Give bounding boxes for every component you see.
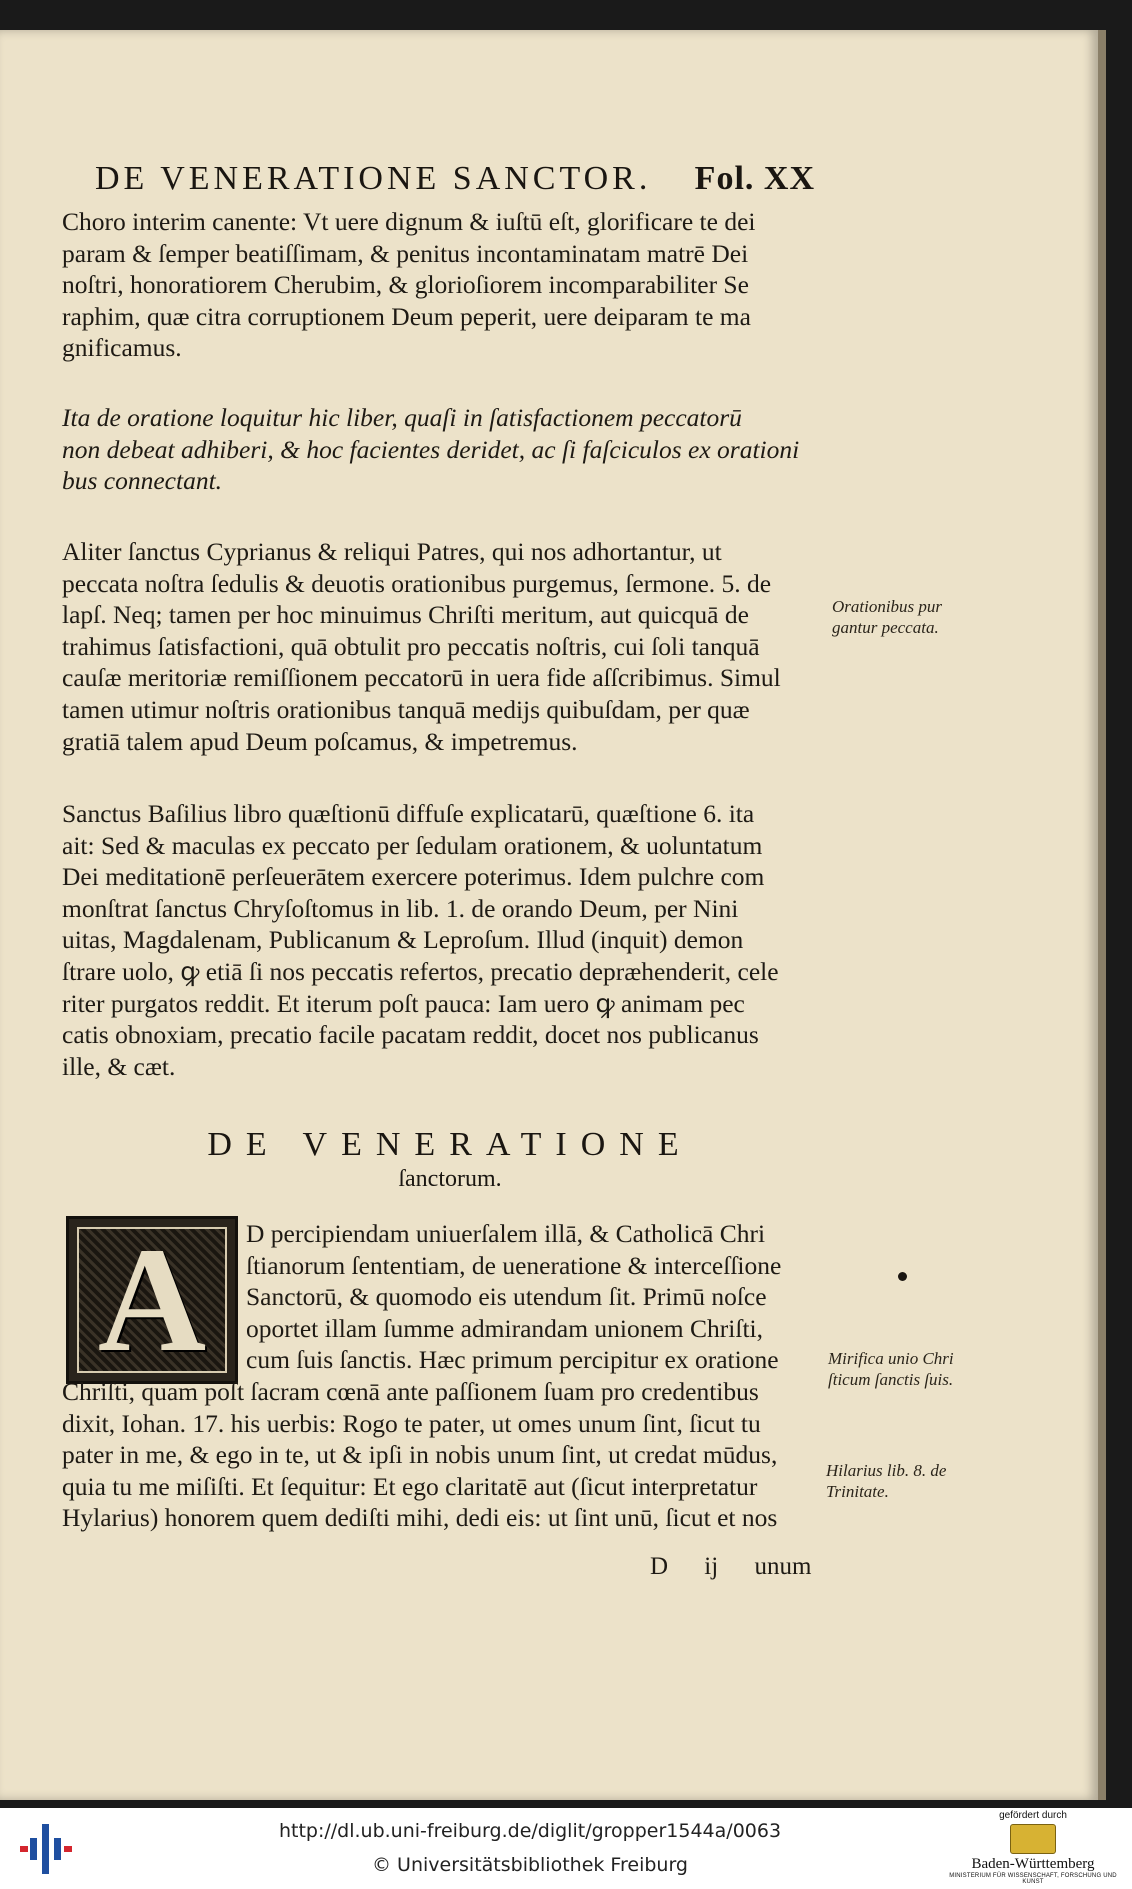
margin-note-orationibus: Orationibus pur gantur peccata. [832, 597, 943, 637]
paragraph-4 [62, 798, 832, 1082]
paragraph-1 [62, 206, 832, 364]
sponsor-ministry: MINISTERIUM FÜR WISSENSCHAFT, FORSCHUNG UND KUNST [949, 1873, 1117, 1885]
text-line: tamen utimur noſtris orationibus tanquā medijs quibuſdam, per quæ [62, 694, 750, 724]
text-line: non debeat adhiberi, & hoc facientes deridet, ac ſi faſciculos ex orationi [62, 434, 800, 464]
text-line: cum ſuis ſanctis. Hæc primum percipitur ex oratione [246, 1345, 779, 1375]
text-line: ille, & cæt. [62, 1051, 176, 1081]
catchword: D ij unum [650, 1553, 812, 1580]
margin-note-hilarius: Hilarius lib. 8. de Trinitate. [826, 1461, 947, 1501]
text-line: Sanctorū, & quomodo eis utendum ſit. Primū noſce [246, 1282, 767, 1312]
text-line: quia tu me miſiſti. Et ſequitur: Et ego claritatē aut (ſicut interpretatur [62, 1471, 758, 1501]
text-line: oportet illam ſumme admirandam unionem Chriſti, [246, 1313, 763, 1343]
text-line: ait: Sed & maculas ex peccato per ſedulam orationem, & uoluntatum [62, 830, 763, 860]
text-line: pater in me, & ego in te, ut & ipſi in nobis unum ſint, ut credat mūdus, [62, 1440, 778, 1470]
permalink-url[interactable]: http://dl.ub.uni-freiburg.de/diglit/gropper1544a/0063 [278, 1820, 782, 1842]
sponsor-block [948, 1810, 1118, 1885]
initial-letter: A [97, 1217, 207, 1383]
text-line: uitas, Magdalenam, Publicanum & Leproſum. Illud (inquit) demon [62, 925, 744, 955]
text-line: Aliter ſanctus Cyprianus & reliqui Patres, qui nos adhortantur, ut [62, 537, 722, 566]
viewer-footer [0, 1808, 1132, 1889]
sponsor-label: gefördert durch [999, 1810, 1067, 1821]
text-line: noſtri, honoratiorem Cherubim, & glorioſiorem incomparabiliter Se [62, 270, 749, 300]
text-line: monſtrat ſanctus Chryſoſtomus in lib. 1. de orando Deum, per Nini [62, 893, 739, 923]
text-line: gratiā talem apud Deum poſcamus, & impetremus. [62, 726, 578, 756]
text-line: peccata noſtra ſedulis & deuotis orationibus purgemus, ſermone. 5. de [62, 568, 772, 598]
text-line: Hylarius) honorem quem dediſti mihi, dedi eis: ut ſint unū, ſicut et nos [62, 1503, 778, 1533]
text-line: trahimus ſatisfactioni, quā obtulit pro peccatis noſtris, cui ſoli tanquā [62, 631, 760, 661]
copyright-text: © Universitätsbibliothek Freiburg [372, 1854, 688, 1876]
state-crest-icon [1010, 1824, 1056, 1854]
folio-number: Fol. XX [694, 160, 815, 197]
text-line: Sanctus Baſilius libro quæſtionū diffuſe explicatarū, quæſtione 6. ita [62, 799, 755, 828]
paragraph-3 [62, 536, 832, 757]
text-line: raphim, quæ citra corruptionem Deum peperit, uere deiparam te ma [62, 301, 751, 331]
text-line: Ita de oratione loquitur hic liber, quaſi in ſatisfactionem peccatorū [62, 403, 742, 432]
page-edge [1098, 30, 1106, 1800]
text-line: ſtianorum ſententiam, de ueneratione & interceſſione [246, 1250, 782, 1280]
initial-text-block [246, 1218, 824, 1376]
decorated-initial [66, 1216, 238, 1384]
text-line: Choro interim canente: Vt uere dignum & iuſtū eſt, glorificare te dei [62, 207, 756, 236]
section-heading: DE VENERATIONE [207, 1126, 693, 1163]
book-page [0, 30, 1098, 1800]
text-line: Dei meditationē perſeuerātem exercere poterimus. Idem pulchre com [62, 862, 765, 892]
text-line: param & ſemper beatiſſimam, & penitus incontaminatam matrē Dei [62, 238, 749, 268]
library-logo-icon[interactable] [20, 1824, 72, 1874]
closing-text-block [62, 1376, 832, 1534]
running-head [95, 160, 815, 198]
text-line: riter purgatos reddit. Et iterum poſt pauca: Iam uero ꝙ animam pec [62, 988, 745, 1018]
paragraph-2-italic [62, 402, 832, 497]
text-line: lapſ. Neq; tamen per hoc minuimus Chriſti meritum, aut quicquā de [62, 600, 749, 630]
running-head-title: DE VENERATIONE SANCTOR. [95, 160, 652, 197]
text-line: gnificamus. [62, 333, 182, 363]
text-line: catis obnoxiam, precatio facile pacatam reddit, docet nos publicanus [62, 1020, 759, 1050]
text-line: ſtrare uolo, ꝙ etiā ſi nos peccatis refertos, precatio depræhenderit, cele [62, 956, 779, 986]
ink-dot [898, 1272, 907, 1281]
text-line: dixit, Iohan. 17. his uerbis: Rogo te pater, ut omes unum ſint, ſicut tu [62, 1408, 761, 1438]
margin-note-mirifica: Mirifica unio Chri ſticum ſanctis ſuis. [828, 1349, 954, 1389]
text-line: cauſæ meritoriæ remiſſionem peccatorū in uera fide aſſcribimus. Simul [62, 663, 781, 693]
text-line: Chriſti, quam poſt ſacram cœnā ante paſſionem ſuam pro credentibus [62, 1377, 759, 1406]
text-line: bus connectant. [62, 466, 223, 496]
text-line: D percipiendam uniuerſalem illā, & Catholicā Chri [246, 1219, 766, 1248]
sponsor-name: Baden-Württemberg [971, 1856, 1095, 1872]
section-subheading: ſanctorum. [398, 1166, 502, 1192]
